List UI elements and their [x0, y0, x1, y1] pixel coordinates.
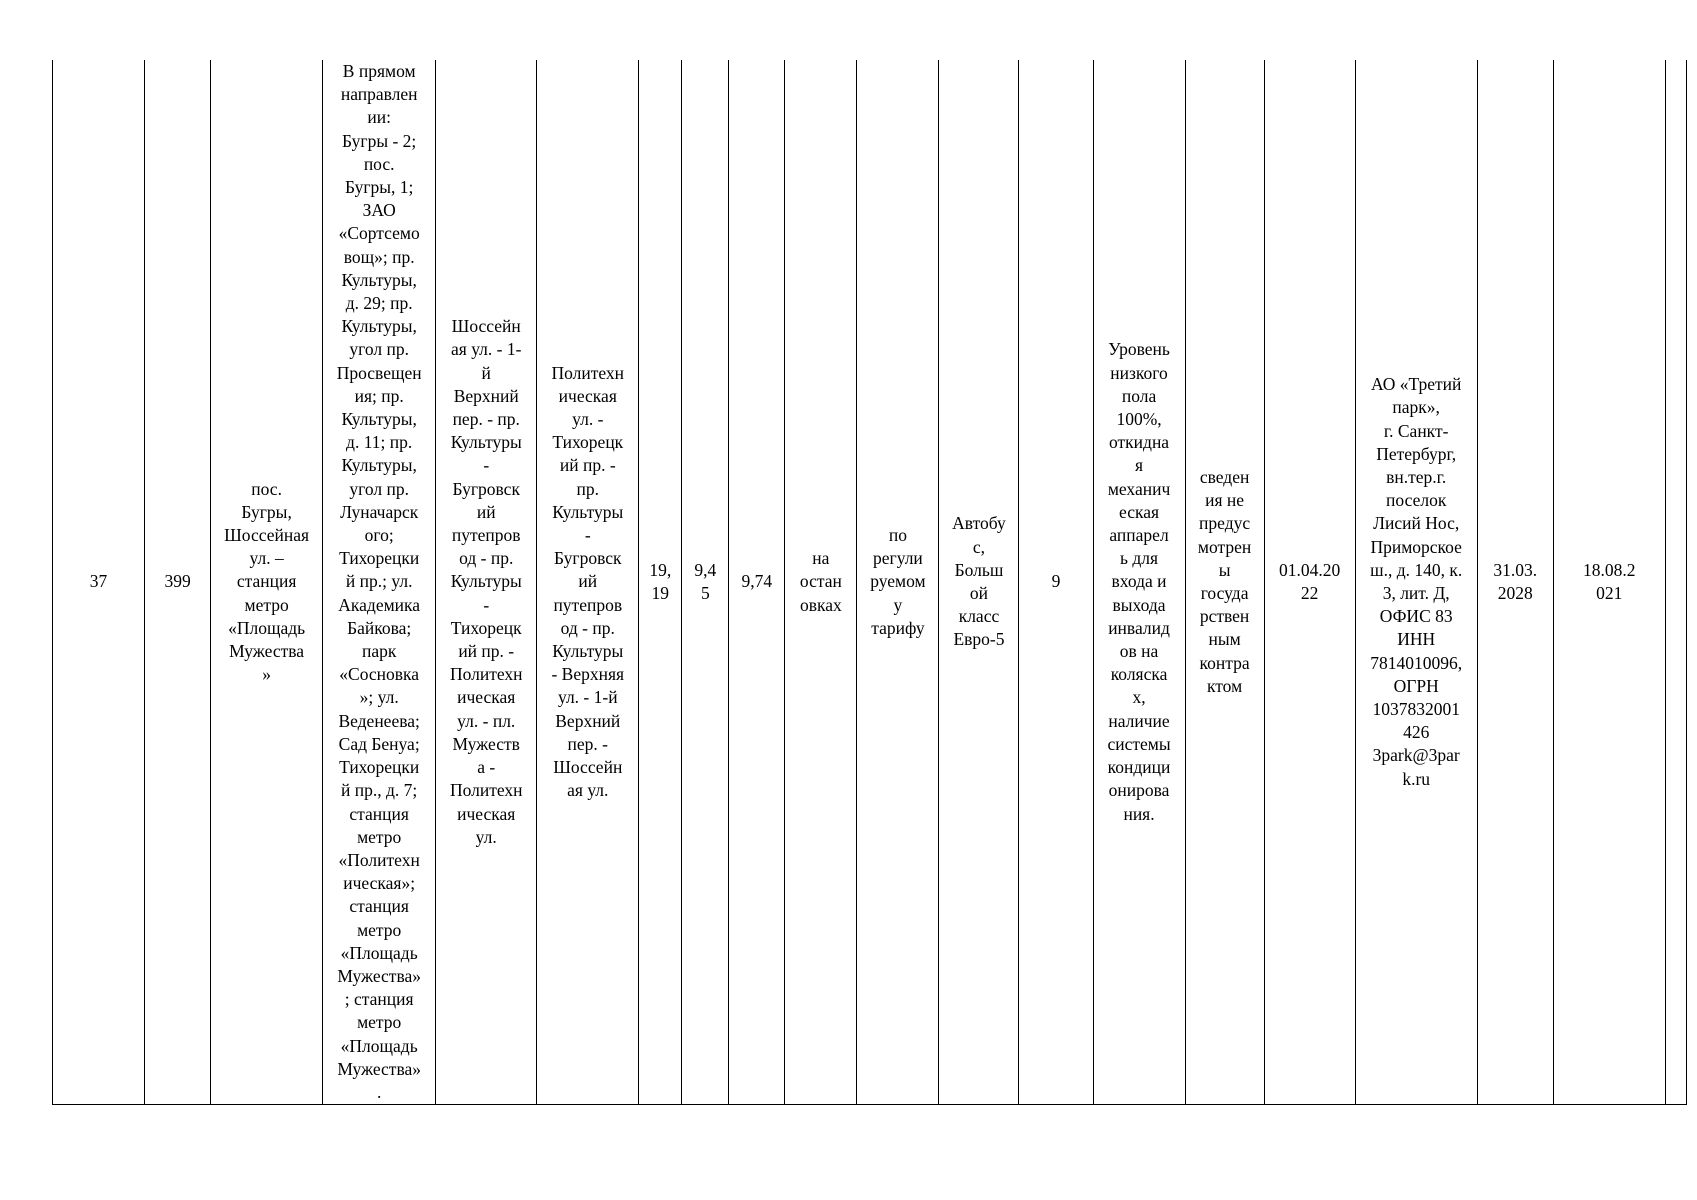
table-row	[53, 60, 1687, 1105]
start-date-cell: 01.04.20 22	[1264, 60, 1355, 1105]
stop-mode-cell: на остан овках	[785, 60, 857, 1105]
row-number-cell: 37	[53, 60, 145, 1105]
notes-cell	[1665, 60, 1686, 1105]
vehicle-cell: Автобу с, Больш ой класс Евро-5	[939, 60, 1019, 1105]
characteristics-cell: Уровень низкого пола 100%, откидна я механич еская аппарел ь для входа и выхода инвалид ов на коляска х, наличие системы кондици онирова ния.	[1093, 60, 1185, 1105]
vehicle-count-cell: 9	[1019, 60, 1093, 1105]
registration-date-cell: 18.08.2 021	[1553, 60, 1665, 1105]
length-backward-cell: 9,74	[729, 60, 785, 1105]
end-date-cell: 31.03. 2028	[1477, 60, 1553, 1105]
streets-backward-cell: Политехн ическая ул. - Тихорецк ий пр. - пр. Культуры - Бугровск ий путепров од - пр. Культуры - Верхняя ул. - 1-й Верхний пер. - Шоссейн ая ул.	[537, 60, 639, 1105]
streets-forward-cell: Шоссейн ая ул. - 1- й Верхний пер. - пр. Культуры - Бугровск ий путепров од - пр. Культуры - Тихорецк ий пр. - Политехн ическая ул. - пл. Мужеств а - Политехн ическая ул.	[436, 60, 537, 1105]
contract-info-cell: сведен ия не предус мотрен ы госуда рствен ным контра ктом	[1185, 60, 1264, 1105]
length-forward-cell: 9,4 5	[682, 60, 729, 1105]
route-name-cell: пос. Бугры, Шоссейная ул. – станция метро «Площадь Мужества »	[211, 60, 323, 1105]
stops-cell: В прямом направлен ии: Бугры - 2; пос. Бугры, 1; ЗАО «Сортсемо вощ»; пр. Культуры, д. 29; пр. Культуры, угол пр. Просвещен ия; пр. Культуры, д. 11; пр. Культуры, угол пр. Луначарск ого; Тихорецки й пр.; ул. Академика Байкова; парк «Сосновка »; ул. Веденеева; Сад Бенуа; Тихорецки й пр., д. 7; станция метро «Политехн ическая»; станция метро «Площадь Мужества» ; станция метро «Площадь Мужества» .	[323, 60, 436, 1105]
tariff-cell: по регули руемом у тарифу	[857, 60, 939, 1105]
carrier-cell: АО «Третий парк», г. Санкт- Петербург, вн.тер.г. поселок Лисий Нос, Приморское ш., д. 140, к. 3, лит. Д, ОФИС 83 ИНН 7814010096, ОГРН 1037832001 426 3park@3par k.ru	[1355, 60, 1477, 1105]
route-number-cell: 399	[145, 60, 211, 1105]
length-total-cell: 19, 19	[639, 60, 682, 1105]
route-register-table	[52, 60, 1687, 1105]
